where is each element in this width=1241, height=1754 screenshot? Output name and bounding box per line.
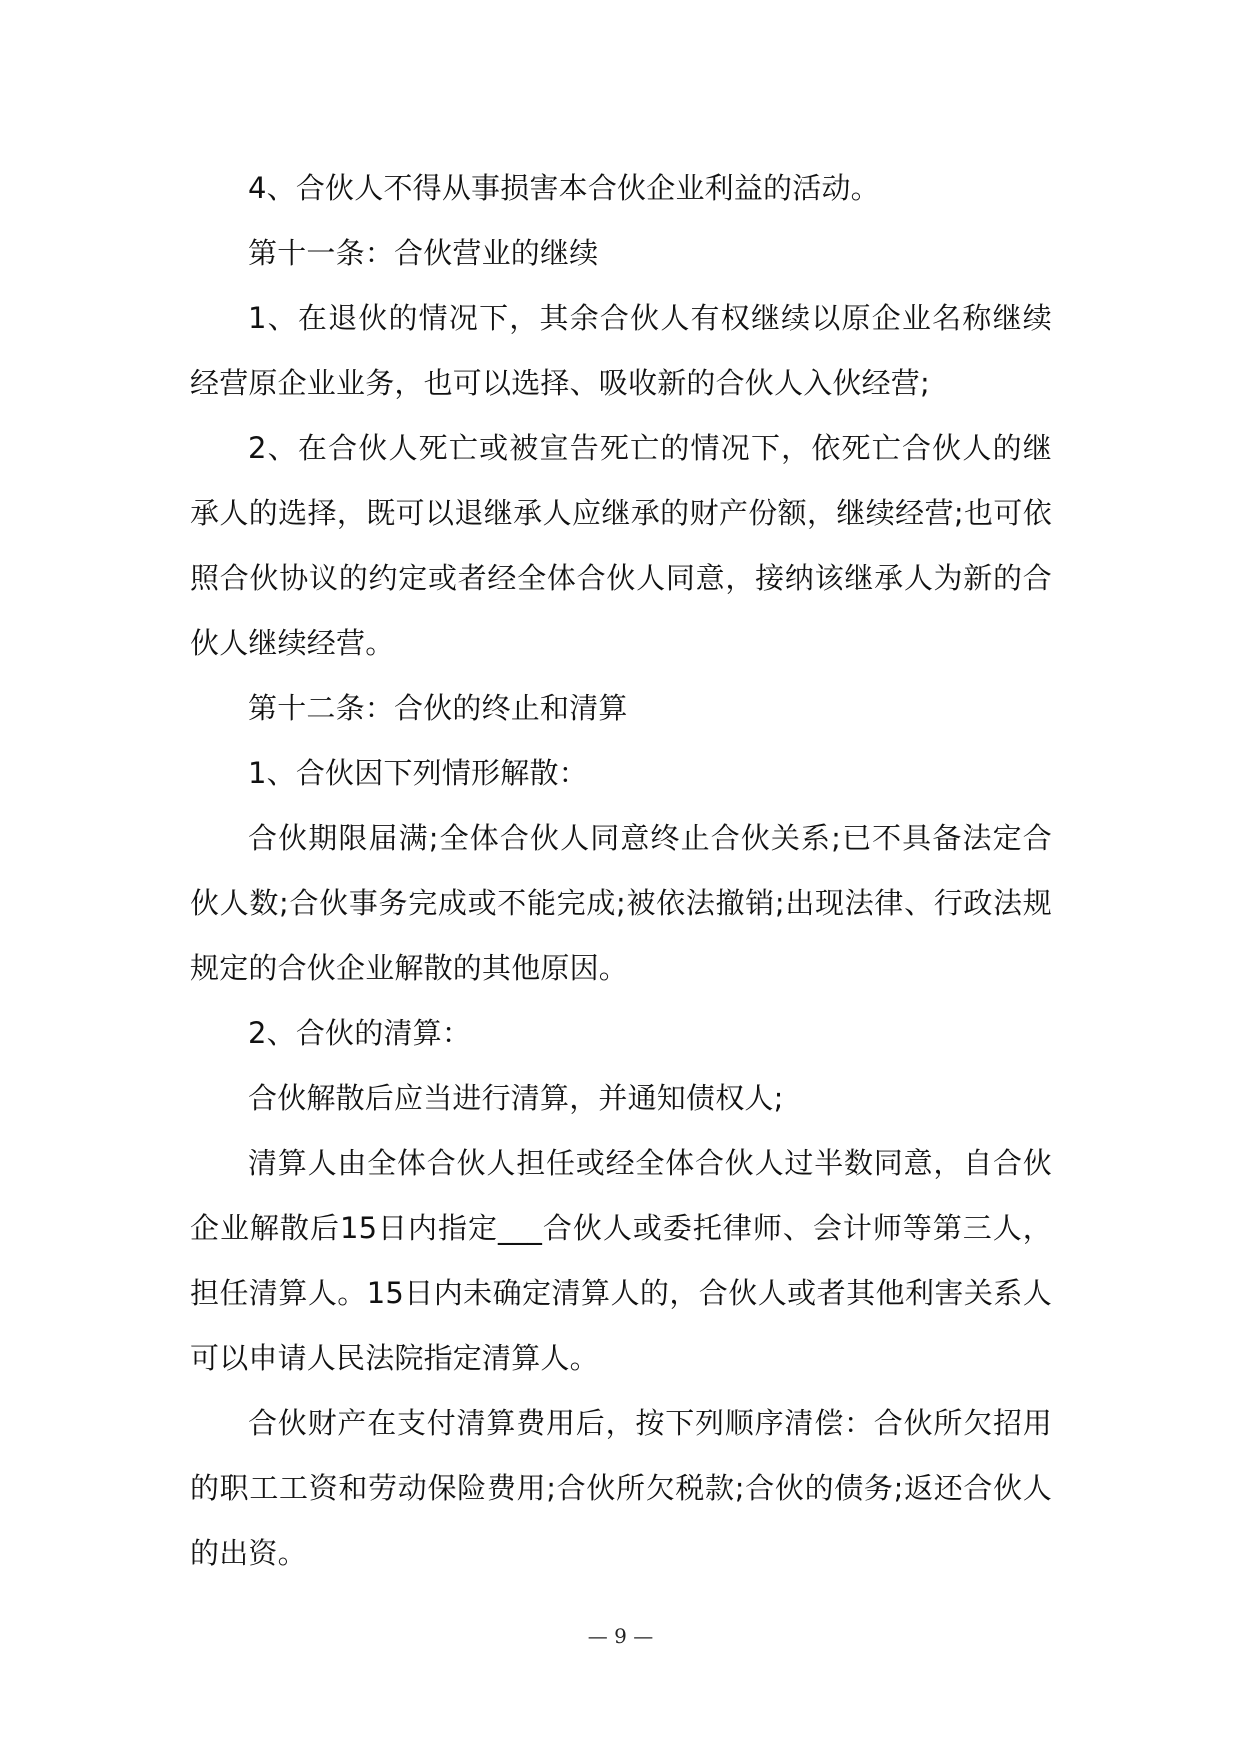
paragraph-continuation-2: 2、在合伙人死亡或被宣告死亡的情况下，依死亡合伙人的继承人的选择，既可以退继承人应继承的财产份额，继续经营;也可依照合伙协议的约定或者经全体合伙人同意，接纳该继承人为新的合伙人继续经营。 — [190, 431, 1052, 660]
paragraph-liquidation-intro: 2、合伙的清算： — [248, 1016, 472, 1050]
paragraph-continuation-1: 1、在退伙的情况下，其余合伙人有权继续以原企业名称继续经营原企业业务，也可以选择、吸收新的合伙人入伙经营; — [190, 301, 1052, 400]
paragraph-dissolution-reasons: 合伙期限届满;全体合伙人同意终止合伙关系;已不具备法定合伙人数;合伙事务完成或不能完成;被依法撤销;出现法律、行政法规规定的合伙企业解散的其他原因。 — [190, 821, 1052, 985]
heading-article-12: 第十二条：合伙的终止和清算 — [248, 691, 628, 725]
paragraph-dissolution-intro: 1、合伙因下列情形解散： — [248, 756, 588, 790]
paragraph-liquidation-notice: 合伙解散后应当进行清算，并通知债权人; — [248, 1081, 784, 1115]
page-number: — 9 — — [587, 1624, 654, 1648]
paragraph-repayment-order: 合伙财产在支付清算费用后，按下列顺序清偿：合伙所欠招用的职工工资和劳动保险费用;合伙所欠税款;合伙的债务;返还合伙人的出资。 — [190, 1406, 1052, 1570]
paragraph-clause-4: 4、合伙人不得从事损害本合伙企业利益的活动。 — [248, 171, 880, 205]
document-body — [190, 156, 1052, 1586]
paragraph-liquidator: 清算人由全体合伙人担任或经全体合伙人过半数同意，自合伙企业解散后15日内指定___合伙人或委托律师、会计师等第三人，担任清算人。15日内未确定清算人的，合伙人或者其他利害关系人可以申请人民法院指定清算人。 — [190, 1146, 1052, 1375]
heading-article-11: 第十一条：合伙营业的继续 — [248, 236, 599, 270]
